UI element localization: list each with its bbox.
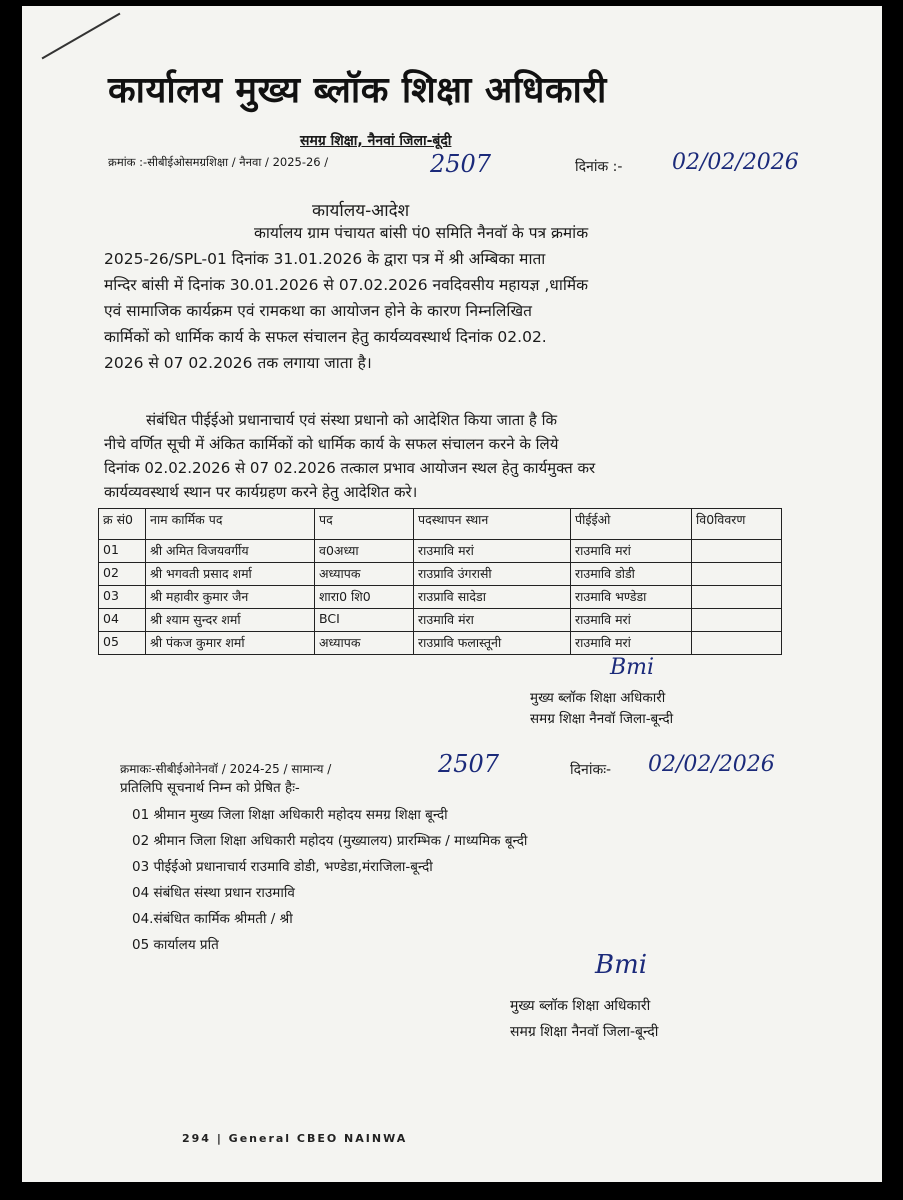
table-cell: राउमावि मरां <box>571 609 692 632</box>
copy-reference-label: क्रमाकः-सीबीईओनेनवॉ / 2024-25 / सामान्य / <box>120 762 332 776</box>
table-cell: BCI <box>315 609 414 632</box>
table-cell: श्री पंकज कुमार शर्मा <box>146 632 315 655</box>
table-cell: 01 <box>99 540 146 563</box>
column-header: पदस्थापन स्थान <box>414 509 571 540</box>
para2-line: दिनांक 02.02.2026 से 07 02.2026 तत्काल प्रभाव आयोजन स्थल हेतु कार्यमुक्त कर <box>104 459 596 477</box>
table-row <box>99 540 782 563</box>
signatory-office: समग्र शिक्षा नैनवॉ जिला-बून्दी <box>510 1024 659 1040</box>
para2-line: नीचे वर्णित सूची में अंकित कार्मिकों को धार्मिक कार्य के सफल संचालन करने के लिये <box>104 435 559 453</box>
order-paragraph-2 <box>104 408 784 504</box>
copy-heading: प्रतिलिपि सूचनार्थ निम्न को प्रेषित हैः- <box>120 780 300 796</box>
para1-line: कार्यालय ग्राम पंचायत बांसी पं0 समिति नैनवॉ के पत्र क्रमांक <box>254 224 589 242</box>
table-cell: श्री श्याम सुन्दर शर्मा <box>146 609 315 632</box>
table-cell: राउप्रावि सादेडा <box>414 586 571 609</box>
copy-reference-number-handwritten: 2507 <box>438 750 500 778</box>
copy-date-label: दिनांकः- <box>570 762 612 778</box>
date-handwritten: 02/02/2026 <box>672 150 799 175</box>
table-cell: 03 <box>99 586 146 609</box>
order-paragraph-1 <box>104 220 764 376</box>
para2-line: कार्यव्यवस्थार्थ स्थान पर कार्यग्रहण करने हेतु आदेशित करे। <box>104 483 418 501</box>
table-cell <box>692 563 782 586</box>
table-cell: अध्यापक <box>315 632 414 655</box>
table-header-row <box>99 509 782 540</box>
table-cell: राउमावि डोडी <box>571 563 692 586</box>
copy-date-handwritten: 02/02/2026 <box>648 752 775 777</box>
column-header: नाम कार्मिक पद <box>146 509 315 540</box>
para1-line: 2025-26/SPL-01 दिनांक 31.01.2026 के द्वारा पत्र में श्री अम्बिका माता <box>104 250 546 268</box>
para1-line: एवं सामाजिक कार्यक्रम एवं रामकथा का आयोजन होने के कारण निम्नलिखित <box>104 302 532 320</box>
table-cell <box>692 540 782 563</box>
table-cell: राउमावि मरां <box>414 540 571 563</box>
column-header: क्र सं0 <box>99 509 146 540</box>
list-item: 02 श्रीमान जिला शिक्षा अधिकारी महोदय (मुख्यालय) प्रारम्भिक / माध्यमिक बून्दी <box>132 833 528 849</box>
column-header: पीईईओ <box>571 509 692 540</box>
table-cell: अध्यापक <box>315 563 414 586</box>
list-item: 04.संबंधित कार्मिक श्रीमती / श्री <box>132 911 293 927</box>
signature-block-2 <box>510 993 658 1045</box>
table-row <box>99 632 782 655</box>
list-item: 03 पीईईओ प्रधानाचार्य राउमावि डोडी, भण्डेडा,मंराजिला-बून्दी <box>132 859 433 875</box>
table-cell: श्री भगवती प्रसाद शर्मा <box>146 563 315 586</box>
table-cell: 02 <box>99 563 146 586</box>
signature-block-1 <box>530 688 673 730</box>
page-footer <box>182 1132 407 1145</box>
table-cell: श्री महावीर कुमार जैन <box>146 586 315 609</box>
reference-label: क्रमांक :-सीबीईओसमग्रशिक्षा / नैनवा / 2025-26 / <box>108 155 329 169</box>
table-cell: शारा0 शि0 <box>315 586 414 609</box>
signatory-office: समग्र शिक्षा नैनवॉ जिला-बून्दी <box>530 711 674 727</box>
table-row <box>99 563 782 586</box>
table-cell: राउमावि मरां <box>571 540 692 563</box>
signatory-title: मुख्य ब्लॉक शिक्षा अधिकारी <box>530 690 666 706</box>
table-row <box>99 609 782 632</box>
table-cell: राउप्रावि उंगरासी <box>414 563 571 586</box>
table-cell: 04 <box>99 609 146 632</box>
copy-recipient-list <box>132 802 527 958</box>
column-header: पद <box>315 509 414 540</box>
table-cell: व0अध्या <box>315 540 414 563</box>
table-cell <box>692 609 782 632</box>
footer-text: General CBEO NAINWA <box>228 1132 408 1145</box>
scan-border <box>883 0 903 1200</box>
table-cell <box>692 632 782 655</box>
table-cell: राउमावि मरां <box>571 632 692 655</box>
list-item: 04 संबंधित संस्था प्रधान राउमावि <box>132 885 295 901</box>
list-item: 05 कार्यालय प्रति <box>132 937 219 953</box>
office-subtitle: समग्र शिक्षा, नैनवां जिला-बूंदी <box>300 133 452 149</box>
table-cell: राउप्रावि फलास्तूनी <box>414 632 571 655</box>
table-cell: राउमावि मंरा <box>414 609 571 632</box>
office-title: कार्यालय मुख्य ब्लॉक शिक्षा अधिकारी <box>108 70 607 111</box>
date-label: दिनांक :- <box>575 159 623 175</box>
order-heading: कार्यालय-आदेश <box>312 201 410 221</box>
signatory-title: मुख्य ब्लॉक शिक्षा अधिकारी <box>510 998 651 1014</box>
table-cell: राउमावि भण्डेडा <box>571 586 692 609</box>
column-header: वि0विवरण <box>692 509 782 540</box>
table-cell <box>692 586 782 609</box>
reference-number-handwritten: 2507 <box>430 150 492 178</box>
signature-initials: Bmi <box>595 950 648 980</box>
list-item: 01 श्रीमान मुख्य जिला शिक्षा अधिकारी महोदय समग्र शिक्षा बून्दी <box>132 807 448 823</box>
para2-line: संबंधित पीईईओ प्रधानाचार्य एवं संस्था प्रधानो को आदेशित किया जाता है कि <box>146 411 558 429</box>
staff-table <box>98 508 782 655</box>
page-number: 294 <box>182 1132 211 1145</box>
table-cell: श्री अमित विजयवर्गीय <box>146 540 315 563</box>
para1-line: कार्मिकों को धार्मिक कार्य के सफल संचालन हेतु कार्यव्यवस्थार्थ दिनांक 02.02. <box>104 328 547 346</box>
table-row <box>99 586 782 609</box>
table-cell: 05 <box>99 632 146 655</box>
signature-initials: Bmi <box>610 655 655 680</box>
para1-line: 2026 से 07 02.2026 तक लगाया जाता है। <box>104 354 372 372</box>
para1-line: मन्दिर बांसी में दिनांक 30.01.2026 से 07.02.2026 नवदिवसीय महायज्ञ ,धार्मिक <box>104 276 589 294</box>
footer-separator: | <box>216 1132 229 1145</box>
